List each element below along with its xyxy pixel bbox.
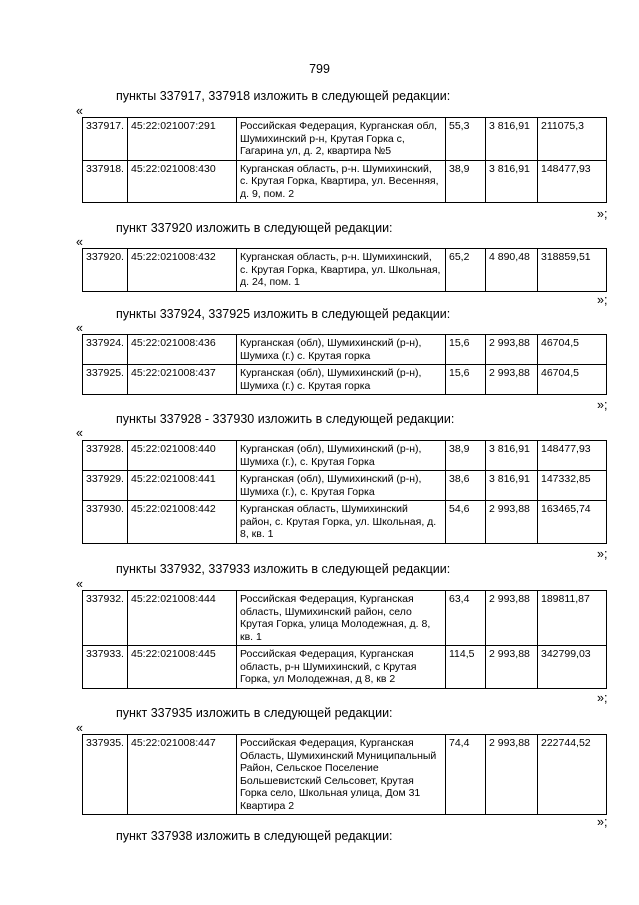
cadastral-number: 45:22:021008:441 xyxy=(128,471,237,501)
value: 189811,87 xyxy=(538,591,607,646)
rate: 3 816,91 xyxy=(486,160,538,203)
address: Российская Федерация, Курганская область, Шумихинский район, село Крутая Горка, улица Молодежная, д. 8, кв. 1 xyxy=(237,591,446,646)
section-heading: пункты 337917, 337918 изложить в следующей редакции: xyxy=(116,89,451,103)
table-row xyxy=(83,249,607,292)
section-heading: пункт 337935 изложить в следующей редакции: xyxy=(116,706,393,720)
cadastral-number: 45:22:021008:447 xyxy=(128,735,237,815)
table-row xyxy=(83,501,607,544)
value: 342799,03 xyxy=(538,646,607,689)
table-section-2 xyxy=(82,248,607,292)
row-number: 337920. xyxy=(83,249,128,292)
row-number: 337924. xyxy=(83,335,128,365)
value: 211075,3 xyxy=(538,118,607,161)
section-heading: пункты 337932, 337933 изложить в следующей редакции: xyxy=(116,562,451,576)
quote-close: »; xyxy=(597,207,608,221)
address: Курганская область, Шумихинский район, с. Крутая Горка, ул. Школьная, д. 8, кв. 1 xyxy=(237,501,446,544)
cadastral-number: 45:22:021007:291 xyxy=(128,118,237,161)
section-heading: пункты 337928 - 337930 изложить в следующей редакции: xyxy=(116,412,455,426)
table-section-4 xyxy=(82,440,607,544)
quote-close: »; xyxy=(597,691,608,705)
quote-open: « xyxy=(76,426,83,440)
quote-open: « xyxy=(76,321,83,335)
address: Российская Федерация, Курганская Область, Шумихинский Муниципальный Район, Сельское Поселение Большевистский Сельсовет, Крутая Горка село, Школьная улица, Дом 31 Квартира 2 xyxy=(237,735,446,815)
rate: 2 993,88 xyxy=(486,646,538,689)
area: 55,3 xyxy=(446,118,486,161)
cadastral-number: 45:22:021008:432 xyxy=(128,249,237,292)
cadastral-number: 45:22:021008:445 xyxy=(128,646,237,689)
table-section-3 xyxy=(82,334,607,395)
address: Курганская (обл), Шумихинский (р-н), Шумиха (г.), с. Крутая Горка xyxy=(237,441,446,471)
area: 54,6 xyxy=(446,501,486,544)
row-number: 337933. xyxy=(83,646,128,689)
cadastral-number: 45:22:021008:436 xyxy=(128,335,237,365)
row-number: 337928. xyxy=(83,441,128,471)
area: 15,6 xyxy=(446,335,486,365)
address: Курганская область, р-н. Шумихинский, с. Крутая Горка, Квартира, ул. Школьная, д. 24, пом. 1 xyxy=(237,249,446,292)
table-section-1 xyxy=(82,117,607,203)
table-section-5 xyxy=(82,590,607,689)
table-row xyxy=(83,160,607,203)
rate: 3 816,91 xyxy=(486,471,538,501)
table-row xyxy=(83,335,607,365)
quote-close: »; xyxy=(597,293,608,307)
rate: 2 993,88 xyxy=(486,591,538,646)
table-row xyxy=(83,441,607,471)
address: Курганская область, р-н. Шумихинский, с. Крутая Горка, Квартира, ул. Весенняя, д. 9, пом. 2 xyxy=(237,160,446,203)
row-number: 337929. xyxy=(83,471,128,501)
value: 163465,74 xyxy=(538,501,607,544)
page-number: 799 xyxy=(309,62,330,76)
value: 46704,5 xyxy=(538,335,607,365)
table-row xyxy=(83,735,607,815)
address: Курганская (обл), Шумихинский (р-н), Шумиха (г.) с. Крутая горка xyxy=(237,365,446,395)
value: 222744,52 xyxy=(538,735,607,815)
table-row xyxy=(83,118,607,161)
cadastral-number: 45:22:021008:442 xyxy=(128,501,237,544)
quote-open: « xyxy=(76,577,83,591)
rate: 4 890,48 xyxy=(486,249,538,292)
cadastral-number: 45:22:021008:430 xyxy=(128,160,237,203)
rate: 2 993,88 xyxy=(486,365,538,395)
cadastral-number: 45:22:021008:437 xyxy=(128,365,237,395)
address: Курганская (обл), Шумихинский (р-н), Шумиха (г.), с. Крутая Горка xyxy=(237,471,446,501)
rate: 3 816,91 xyxy=(486,441,538,471)
cadastral-number: 45:22:021008:440 xyxy=(128,441,237,471)
area: 38,9 xyxy=(446,160,486,203)
rate: 2 993,88 xyxy=(486,335,538,365)
quote-close: »; xyxy=(597,547,608,561)
area: 63,4 xyxy=(446,591,486,646)
row-number: 337930. xyxy=(83,501,128,544)
cadastral-number: 45:22:021008:444 xyxy=(128,591,237,646)
table-section-6 xyxy=(82,734,607,815)
value: 46704,5 xyxy=(538,365,607,395)
row-number: 337918. xyxy=(83,160,128,203)
area: 38,6 xyxy=(446,471,486,501)
section-heading: пункты 337924, 337925 изложить в следующей редакции: xyxy=(116,307,451,321)
table-row xyxy=(83,471,607,501)
quote-open: « xyxy=(76,104,83,118)
table-row xyxy=(83,591,607,646)
quote-close: »; xyxy=(597,398,608,412)
address: Курганская (обл), Шумихинский (р-н), Шумиха (г.) с. Крутая горка xyxy=(237,335,446,365)
value: 147332,85 xyxy=(538,471,607,501)
rate: 2 993,88 xyxy=(486,501,538,544)
rate: 3 816,91 xyxy=(486,118,538,161)
value: 318859,51 xyxy=(538,249,607,292)
quote-close: »; xyxy=(597,815,608,829)
row-number: 337925. xyxy=(83,365,128,395)
area: 15,6 xyxy=(446,365,486,395)
area: 38,9 xyxy=(446,441,486,471)
area: 65,2 xyxy=(446,249,486,292)
area: 114,5 xyxy=(446,646,486,689)
area: 74,4 xyxy=(446,735,486,815)
value: 148477,93 xyxy=(538,441,607,471)
row-number: 337932. xyxy=(83,591,128,646)
quote-open: « xyxy=(76,235,83,249)
address: Российская Федерация, Курганская обл, Шумихинский р-н, Крутая Горка с, Гагарина ул, д. 2, квартира №5 xyxy=(237,118,446,161)
table-row xyxy=(83,646,607,689)
section-heading: пункт 337938 изложить в следующей редакции: xyxy=(116,829,393,843)
quote-open: « xyxy=(76,721,83,735)
section-heading: пункт 337920 изложить в следующей редакции: xyxy=(116,221,393,235)
address: Российская Федерация, Курганская область, р-н Шумихинский, с Крутая Горка, ул Молодежная, д 8, кв 2 xyxy=(237,646,446,689)
row-number: 337935. xyxy=(83,735,128,815)
value: 148477,93 xyxy=(538,160,607,203)
table-row xyxy=(83,365,607,395)
rate: 2 993,88 xyxy=(486,735,538,815)
row-number: 337917. xyxy=(83,118,128,161)
